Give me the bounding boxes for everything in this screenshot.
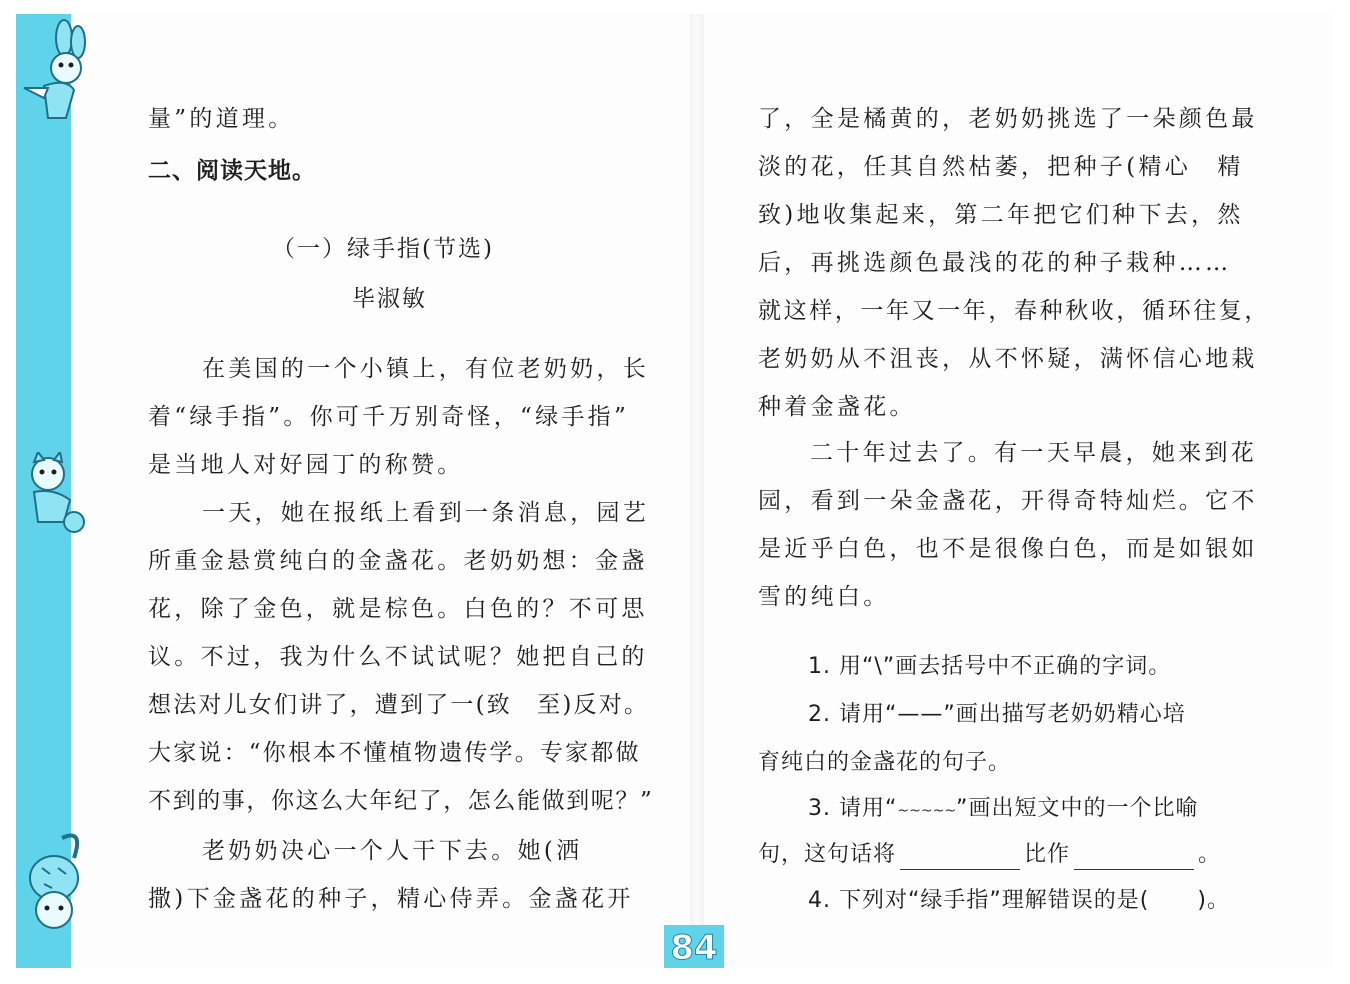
question-3-line2-prefix: 句，这句话将 (758, 842, 897, 867)
page-number: 84 (664, 925, 724, 968)
left-line-8: 想法对儿女们讲了，遭到了一(致 至)反对。 (148, 692, 650, 718)
left-line-12: 撒)下金盏花的种子，精心侍弄。金盏花开 (148, 886, 634, 912)
question-3-line-2 (758, 840, 1221, 870)
passage-title: （一）绿手指(节选) (272, 236, 494, 262)
right-line-5: 就这样，一年又一年，春种秋收，循环往复， (758, 298, 1270, 324)
question-4-end: )。 (1197, 888, 1230, 913)
question-3-line-1 (808, 794, 1198, 826)
right-line-3: 致)地收集起来，第二年把它们种下去，然 (758, 202, 1244, 228)
left-line-9: 大家说：“你根本不懂植物遗传学。专家都做 (148, 740, 641, 766)
right-line-7: 种着金盏花。 (758, 394, 916, 420)
answer-blank-2[interactable] (1074, 847, 1194, 870)
wavy-line-symbol: ~~~~~ (897, 803, 957, 819)
left-line-7: 议。不过，我为什么不试试呢？她把自己的 (148, 644, 648, 670)
left-line-10: 不到的事，你这么大年纪了，怎么能做到呢？” (148, 788, 654, 814)
right-line-2: 淡的花，任其自然枯萎，把种子(精心 精 (758, 154, 1244, 180)
left-line-3: 是当地人对好园丁的称赞。 (148, 452, 464, 478)
question-3-compare-word: 比作 (1024, 842, 1071, 867)
question-4-text: 4. 下列对“绿手指”理解错误的是( (808, 888, 1150, 913)
question-2-line-2: 育纯白的金盏花的句子。 (758, 750, 1012, 775)
question-3-suffix: ”画出短文中的一个比喻 (956, 796, 1199, 821)
left-line-11: 老奶奶决心一个人干下去。她(洒 (202, 838, 583, 864)
question-3-line2-end: 。 (1198, 842, 1222, 867)
answer-blank-1[interactable] (900, 847, 1020, 870)
section-heading: 二、阅读天地。 (148, 158, 316, 184)
right-line-4: 后，再挑选颜色最浅的花的种子栽种…… (758, 250, 1232, 276)
left-line-2: 着“绿手指”。你可千万别奇怪，“绿手指” (148, 404, 630, 430)
question-2-line-1: 2. 请用“——”画出描写老奶奶精心培 (808, 702, 1186, 727)
right-line-8: 二十年过去了。有一天早晨，她来到花 (810, 440, 1258, 466)
right-line-1: 了，全是橘黄的，老奶奶挑选了一朵颜色最 (758, 106, 1258, 132)
carryover-line: 量”的道理。 (148, 106, 295, 132)
page-gutter (690, 14, 704, 968)
right-line-9: 园，看到一朵金盏花，开得奇特灿烂。它不 (758, 488, 1258, 514)
left-line-6: 花，除了金色，就是棕色。白色的？不可思 (148, 596, 648, 622)
question-1: 1. 用“\”画去括号中不正确的字词。 (808, 654, 1172, 679)
left-line-4: 一天，她在报纸上看到一条消息，园艺 (202, 500, 650, 526)
passage-author: 毕淑敏 (352, 286, 427, 312)
question-3-prefix: 3. 请用“ (808, 796, 898, 821)
question-4 (808, 886, 1230, 916)
rabbit-mascot-icon (14, 18, 94, 138)
right-line-10: 是近乎白色，也不是很像白色，而是如银如 (758, 536, 1258, 562)
left-line-5: 所重金悬赏纯白的金盏花。老奶奶想：金盏 (148, 548, 648, 574)
right-line-6: 老奶奶从不沮丧，从不怀疑，满怀信心地栽 (758, 346, 1258, 372)
tiger-mascot-icon (14, 828, 94, 948)
left-line-1: 在美国的一个小镇上，有位老奶奶，长 (202, 356, 650, 382)
right-line-11: 雪的纯白。 (758, 584, 890, 610)
cat-mascot-icon (14, 452, 94, 572)
